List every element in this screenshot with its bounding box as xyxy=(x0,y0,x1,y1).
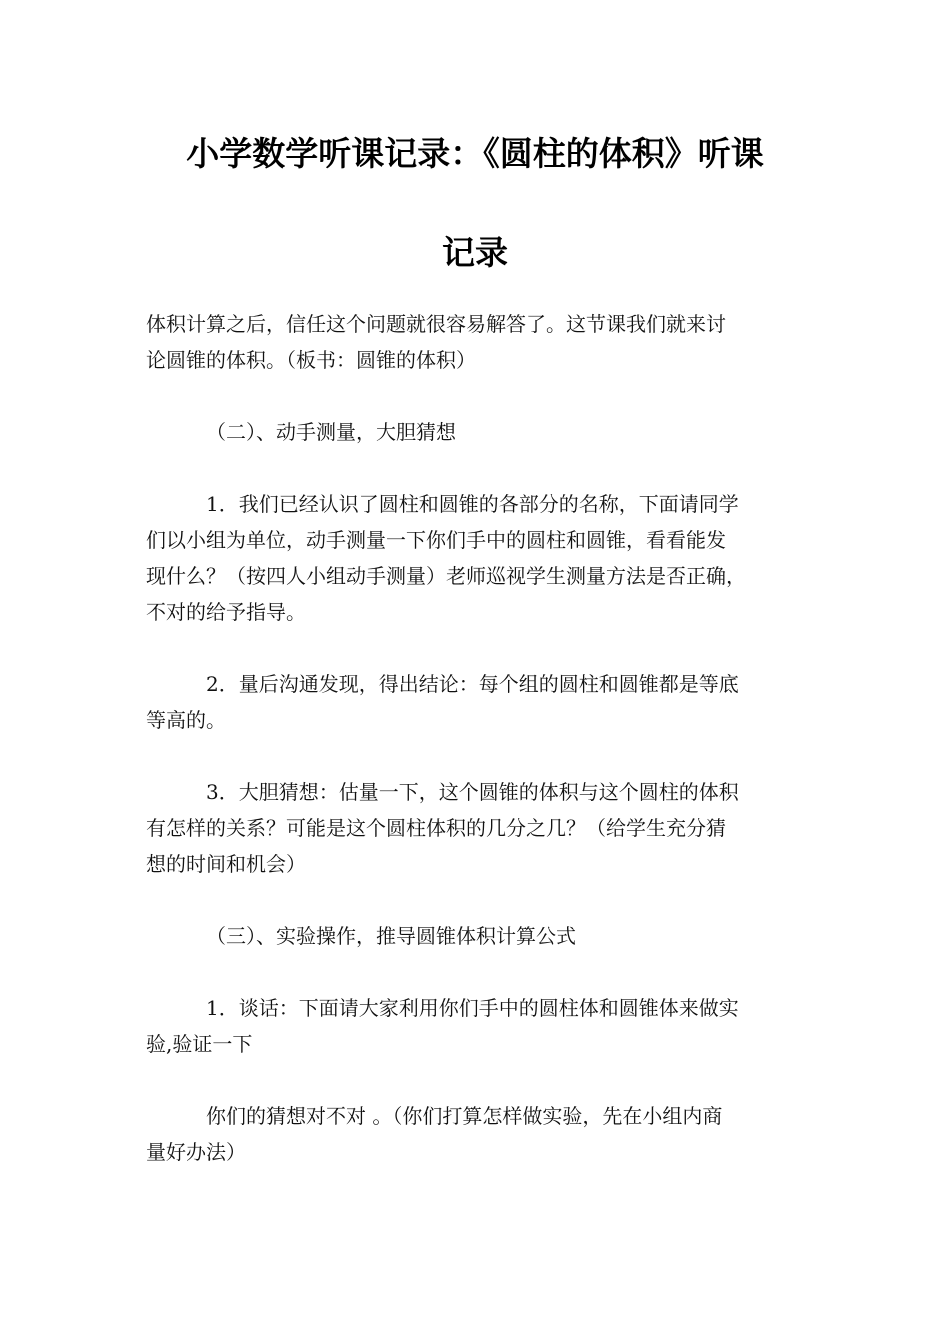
section-heading-3 xyxy=(146,918,826,954)
paragraph-line: 论圆锥的体积。（板书：圆锥的体积） xyxy=(146,348,476,372)
paragraph-line: 等高的。 xyxy=(146,708,226,732)
paragraph-line: 体积计算之后，信任这个问题就很容易解答了。这节课我们就来讨 xyxy=(146,312,726,336)
paragraph-line: 们以小组为单位，动手测量一下你们手中的圆柱和圆锥，看看能发 xyxy=(146,528,726,552)
paragraph-line: （二）、动手测量，大胆猜想 xyxy=(206,420,456,444)
document-body xyxy=(146,306,826,1206)
paragraph-step-3 xyxy=(146,774,826,882)
document-title-line-1: 小学数学听课记录：《圆柱的体积》听课 xyxy=(186,134,764,173)
paragraph-line: 1．我们已经认识了圆柱和圆锥的各部分的名称，下面请同学 xyxy=(206,492,739,516)
paragraph-line: 不对的给予指导。 xyxy=(146,600,306,624)
paragraph-line: 你们的猜想对不对 。（你们打算怎样做实验，先在小组内商 xyxy=(206,1104,723,1128)
paragraph-line: 想的时间和机会） xyxy=(146,852,306,876)
paragraph-line: 验,验证一下 xyxy=(146,1032,253,1056)
section-heading-2 xyxy=(146,414,826,450)
paragraph-line: 1．谈话：下面请大家利用你们手中的圆柱体和圆锥体来做实 xyxy=(206,996,739,1020)
paragraph-line: 3．大胆猜想：估量一下，这个圆锥的体积与这个圆柱的体积 xyxy=(206,780,739,804)
paragraph-step-1 xyxy=(146,486,826,630)
document-title-line-2: 记录 xyxy=(442,233,508,272)
paragraph-line: （三）、实验操作，推导圆锥体积计算公式 xyxy=(206,924,576,948)
paragraph-step-2 xyxy=(146,666,826,738)
paragraph-intro xyxy=(146,306,826,378)
paragraph-line: 现什么？（按四人小组动手测量）老师巡视学生测量方法是否正确， xyxy=(146,564,746,588)
paragraph-line: 有怎样的关系？可能是这个圆柱体积的几分之几？（给学生充分猜 xyxy=(146,816,726,840)
paragraph-line: 量好办法） xyxy=(146,1140,246,1164)
paragraph-talk xyxy=(146,990,826,1062)
paragraph-guess-check xyxy=(146,1098,826,1170)
paragraph-line: 2．量后沟通发现，得出结论：每个组的圆柱和圆锥都是等底 xyxy=(206,672,739,696)
